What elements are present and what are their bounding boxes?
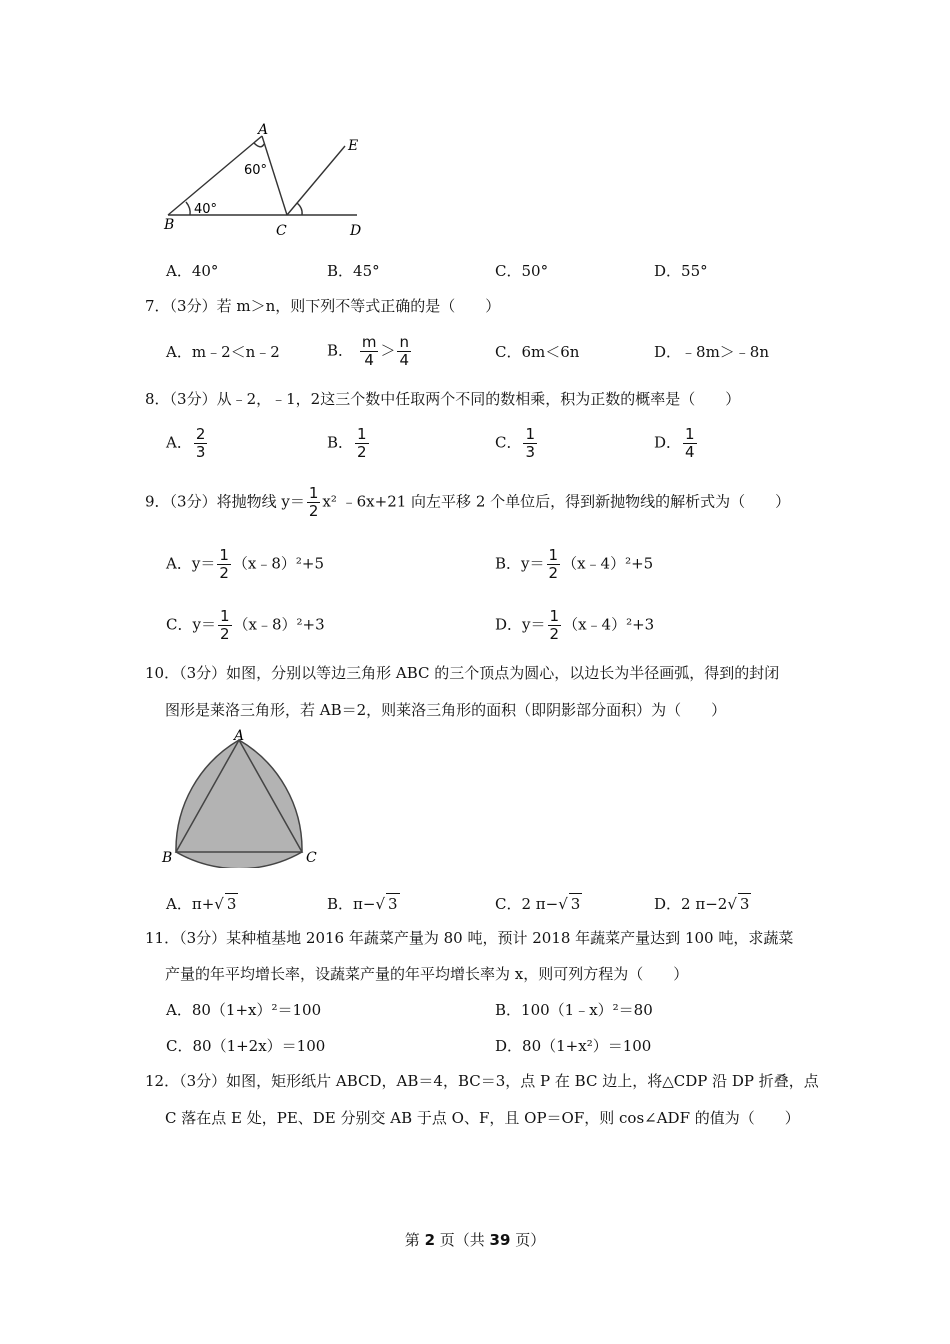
label-a: A bbox=[258, 122, 269, 138]
q10-option-c: C．2 π−√ 3 bbox=[495, 895, 581, 913]
q6-option-a: A．40° bbox=[166, 262, 219, 280]
q11-option-a: A．80（1+x）²＝100 bbox=[166, 1001, 322, 1019]
q7-option-a: A．m﹣2＜n﹣2 bbox=[166, 343, 280, 361]
label-a: A bbox=[234, 728, 245, 744]
q12-stem-line2: C 落在点 E 处，PE、DE 分别交 AB 于点 O、F，且 OP＝OF，则 cos∠ADF 的值为（ ） bbox=[165, 1109, 800, 1127]
q7-option-b: B． $\frac{m}{4}$ ＞ $\frac{n}{4}$ bbox=[327, 333, 409, 369]
q11-stem-line1: 11．（3分）某种植基地 2016 年蔬菜产量为 80 吨，预计 2018 年蔬菜产量达到 100 吨，求蔬菜 bbox=[145, 929, 794, 947]
q6-option-b: B．45° bbox=[327, 262, 380, 280]
label-c: C bbox=[306, 850, 317, 866]
q9-stem: 9．（3分）将抛物线 y＝ $\frac{1}{2}$ x² ﹣6x+21 向左平移 2 个单位后，得到新抛物线的解析式为（ ） bbox=[145, 484, 791, 520]
q11-option-c: C．80（1+2x）＝100 bbox=[166, 1037, 326, 1055]
reuleaux-shape bbox=[176, 740, 302, 868]
q10-option-a: A．π+√ 3 bbox=[166, 895, 237, 913]
q11-option-b: B．100（1﹣x）²＝80 bbox=[495, 1001, 653, 1019]
q6-option-c: C．50° bbox=[495, 262, 549, 280]
q9-option-b: B．y＝ $\frac{1}{2}$ （x﹣4）²+5 bbox=[495, 546, 654, 582]
q10-option-d: D．2 π−2√ 3 bbox=[654, 895, 750, 913]
angle-label-40: 40° bbox=[194, 202, 218, 217]
total-pages: 39 bbox=[489, 1231, 511, 1249]
reuleaux-triangle-figure bbox=[158, 728, 328, 868]
q10-option-b: B．π−√ 3 bbox=[327, 895, 398, 913]
page-footer: 第 2 页（共 39 页） bbox=[404, 1231, 546, 1249]
q8-stem: 8．（3分）从﹣2，﹣1，2这三个数中任取两个不同的数相乘，积为正数的概率是（ ） bbox=[145, 390, 741, 408]
q9-option-a: A．y＝ $\frac{1}{2}$ （x﹣8）²+5 bbox=[166, 546, 325, 582]
label-b: B bbox=[162, 850, 173, 866]
q7-option-d: D．﹣8m＞﹣8n bbox=[654, 343, 770, 361]
q11-stem-line2: 产量的年平均增长率，设蔬菜产量的年平均增长率为 x，则可列方程为（ ） bbox=[165, 965, 689, 983]
q9-option-c: C．y＝ $\frac{1}{2}$ （x﹣8）²+3 bbox=[166, 607, 325, 643]
page-number: 2 bbox=[424, 1231, 435, 1249]
q8-option-c: C． $\frac{1}{3}$ bbox=[495, 425, 536, 461]
label-c: C bbox=[276, 223, 287, 239]
angle-arc-b bbox=[186, 202, 190, 215]
q7-option-c: C．6m＜6n bbox=[495, 343, 580, 361]
q8-option-b: B． $\frac{1}{2}$ bbox=[327, 425, 367, 461]
q8-option-a: A． $\frac{2}{3}$ bbox=[166, 425, 206, 461]
ray-ce bbox=[287, 146, 345, 215]
angle-arc-c bbox=[297, 203, 302, 215]
angle-figure bbox=[160, 118, 380, 243]
q10-stem-line2: 图形是莱洛三角形，若 AB＝2，则莱洛三角形的面积（即阴影部分面积）为（ ） bbox=[165, 701, 727, 719]
label-e: E bbox=[348, 138, 359, 154]
label-b: B bbox=[164, 217, 175, 233]
q12-stem-line1: 12．（3分）如图，矩形纸片 ABCD，AB＝4，BC＝3，点 P 在 BC 边上，将△CDP 沿 DP 折叠，点 bbox=[145, 1072, 819, 1090]
q10-stem-line1: 10．（3分）如图，分别以等边三角形 ABC 的三个顶点为圆心，以边长为半径画弧，得到的封闭 bbox=[145, 664, 780, 682]
angle-label-60: 60° bbox=[244, 163, 268, 178]
q9-option-d: D．y＝ $\frac{1}{2}$ （x﹣4）²+3 bbox=[495, 607, 655, 643]
label-d: D bbox=[350, 223, 362, 239]
q6-option-d: D．55° bbox=[654, 262, 708, 280]
q7-stem: 7．（3分）若 m＞n，则下列不等式正确的是（ ） bbox=[145, 297, 501, 315]
q11-option-d: D．80（1+x²）＝100 bbox=[495, 1037, 652, 1055]
angle-arc-a bbox=[254, 143, 264, 147]
q8-option-d: D． $\frac{1}{4}$ bbox=[654, 425, 695, 461]
